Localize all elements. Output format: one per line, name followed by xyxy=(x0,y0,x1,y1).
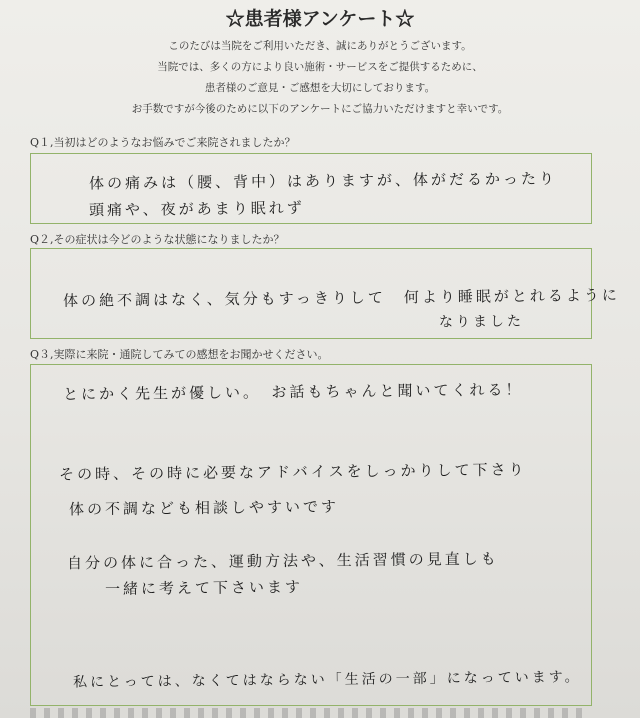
q1-answer-line: 頭痛や、夜があまり眠れず xyxy=(88,198,305,220)
q2-answer-line: 体の絶不調はなく、気分もすっきりして 何より睡眠がとれるように xyxy=(62,286,620,310)
q3-label: Q３,実際に来院・通院してみての感想をお聞かせください。 xyxy=(30,348,329,361)
intro-line: お手数ですが今後のために以下のアンケートにご協力いただけますと幸いです。 xyxy=(131,103,509,115)
survey-title: ☆患者様アンケート☆ xyxy=(225,8,415,30)
intro-line: 当院では、多くの方により良い施術・サービスをご提供するために、 xyxy=(157,61,483,73)
q2-answer-line: なりました xyxy=(438,313,525,331)
q1-label: Q１,当初はどのようなお悩みでご来院されましたか？ xyxy=(30,136,296,149)
q3-answer-line: 体の不調なども相談しやすいです xyxy=(68,497,340,519)
q3-answer-line: 一緒に考えて下さいます xyxy=(104,577,304,599)
intro-text xyxy=(0,36,640,120)
q2-answer-box xyxy=(30,248,620,339)
q3-answer-line: 自分の体に合った、運動方法や、生活習慣の見直しも xyxy=(66,549,499,573)
q3-answer-line: とにかく先生が優しい。 お話もちゃんと聞いてくれる！ xyxy=(62,380,524,404)
intro-line: 患者様のご意見・ご感想を大切にしております。 xyxy=(204,82,436,94)
q3-answer-line: その時、その時に必要なアドバイスをしっかりして下さり xyxy=(58,460,527,484)
q3-answer-box xyxy=(30,364,592,706)
q1-answer-box xyxy=(30,153,592,224)
q3-answer-line: 私にとっては、なくてはならない「生活の一部」になっています。 xyxy=(72,669,582,691)
intro-line: このたびは当院をご利用いただき、誠にありがとうございます。 xyxy=(168,40,472,52)
q1-answer-line: 体の痛みは（腰、背中）はありますが、体がだるかったり xyxy=(88,169,558,193)
q2-label: Q２,その症状は今どのような状態になりましたか？ xyxy=(30,233,285,246)
next-question-cutoff xyxy=(30,708,590,718)
